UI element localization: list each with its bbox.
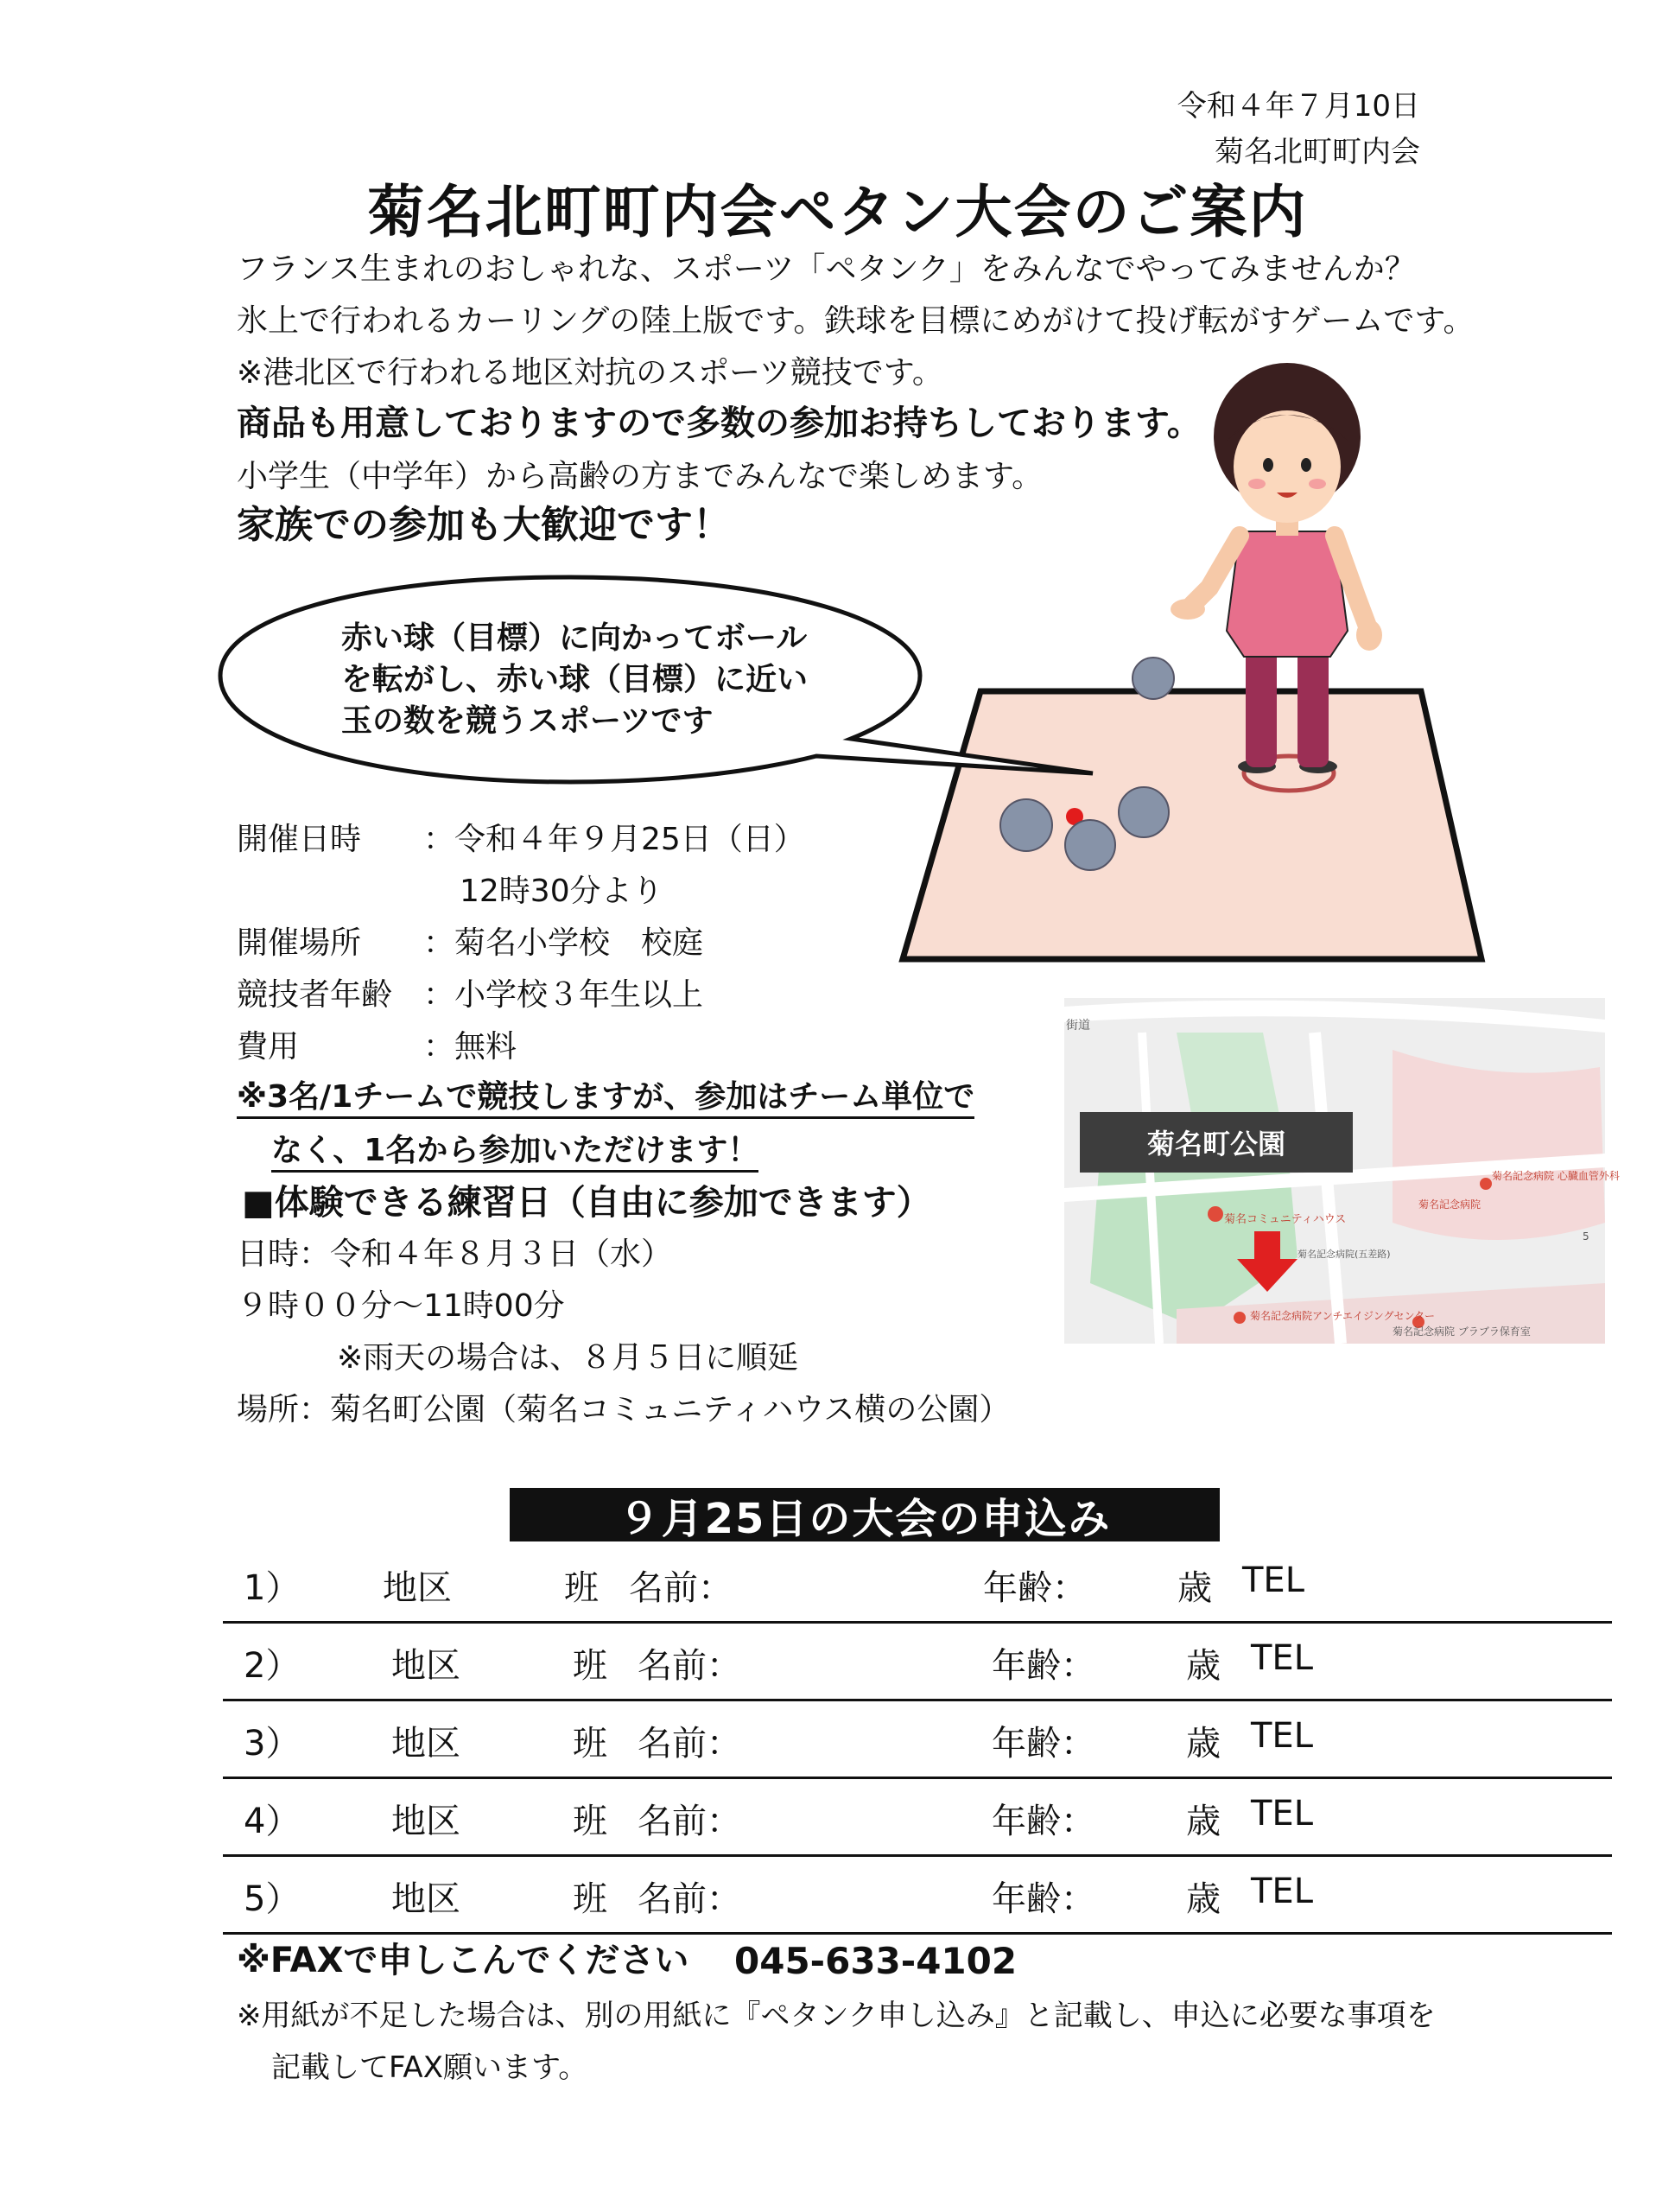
sai-label: 歳 xyxy=(1186,1879,1221,1919)
ball-flying xyxy=(1133,658,1174,699)
intro-line-1: フランス生まれのおしゃれな、スポーツ「ペタンク」をみんなでやってみませんか？ xyxy=(237,251,1416,287)
table-row xyxy=(223,1543,1612,1624)
age-field-label: 年齢： xyxy=(992,1646,1095,1686)
fee-label: 費用 xyxy=(237,1029,300,1065)
map-hospital-2: 菊名記念病院 xyxy=(1418,1198,1481,1211)
row-number: 1） xyxy=(244,1568,301,1608)
fax-instruction: ※FAXで申しこんでください xyxy=(237,1941,689,1980)
row-number: 4） xyxy=(244,1802,301,1841)
row-number: 2） xyxy=(244,1646,301,1686)
map-number: 5 xyxy=(1583,1230,1589,1243)
practice-place: 場所：菊名町公園（菊名コミュニティハウス横の公園） xyxy=(237,1392,1011,1427)
place-value: ：菊名小学校 校庭 xyxy=(423,925,704,961)
table-row xyxy=(223,1699,1612,1779)
practice-heading: ■体験できる練習日（自由に参加できます） xyxy=(242,1183,931,1223)
team-note-1: ※3名/1チームで競技しますが、参加はチーム単位で xyxy=(237,1079,974,1119)
age-field-label: 年齢： xyxy=(992,1802,1095,1841)
ball-3 xyxy=(1119,787,1169,837)
team-note-2: なく、1名から参加いただけます！ xyxy=(271,1133,758,1173)
pin-antiaging xyxy=(1234,1312,1246,1324)
apply-banner: ９月25日の大会の申込み xyxy=(510,1488,1220,1541)
map-community-house: 菊名コミュニティハウス xyxy=(1224,1213,1347,1226)
district-label: 地区 xyxy=(391,1879,460,1919)
map-street: 街道 xyxy=(1066,1019,1090,1033)
age-field-label: 年齢： xyxy=(992,1879,1095,1919)
han-label: 班 xyxy=(573,1724,607,1764)
time-value: 12時30分より xyxy=(460,874,663,909)
age-value: ：小学校３年生以上 xyxy=(423,977,704,1013)
tel-label: TEL xyxy=(1251,1794,1313,1834)
han-label: 班 xyxy=(573,1879,607,1919)
pin-hospital xyxy=(1480,1178,1492,1190)
practice-rain-note: ※雨天の場合は、８月５日に順延 xyxy=(337,1340,799,1376)
sai-label: 歳 xyxy=(1186,1724,1221,1764)
issue-date: 令和４年７月10日 xyxy=(1177,89,1420,124)
han-label: 班 xyxy=(573,1646,607,1686)
tel-label: TEL xyxy=(1251,1872,1313,1911)
map-park-label: 菊名町公園 xyxy=(1080,1112,1353,1173)
han-label: 班 xyxy=(564,1568,599,1608)
page-title: 菊名北町町内会ペタン大会のご案内 xyxy=(367,179,1308,245)
place-label: 開催場所 xyxy=(237,925,362,961)
date-value: ：令和４年９月25日（日） xyxy=(423,822,805,857)
map-nursery: 菊名記念病院 ブラブラ保育室 xyxy=(1393,1325,1531,1338)
intro-line-6: 家族での参加も大歓迎です！ xyxy=(237,503,731,547)
age-label: 競技者年齢 xyxy=(237,977,393,1013)
footer-note-1: ※用紙が不足した場合は、別の用紙に『ペタンク申し込み』と記載し、申込に必要な事項を xyxy=(237,1999,1436,2033)
name-label: 名前： xyxy=(638,1646,741,1686)
map-road: 菊名記念病院(五差路) xyxy=(1297,1249,1391,1260)
district-label: 地区 xyxy=(391,1646,460,1686)
ball-2 xyxy=(1065,820,1115,870)
issuer-org: 菊名北町町内会 xyxy=(1215,135,1420,169)
date-label: 開催日時 xyxy=(237,822,362,857)
row-number: 3） xyxy=(244,1724,301,1764)
court-shape xyxy=(903,691,1481,959)
tel-label: TEL xyxy=(1251,1638,1313,1678)
pin-community-house xyxy=(1208,1206,1223,1222)
map-antiaging: 菊名記念病院アンチエイジングセンター xyxy=(1250,1310,1436,1322)
table-row xyxy=(223,1777,1612,1857)
practice-date: 日時：令和４年８月３日（水） xyxy=(237,1236,673,1272)
table-row xyxy=(223,1854,1612,1935)
age-field-label: 年齢： xyxy=(992,1724,1095,1764)
han-label: 班 xyxy=(573,1802,607,1841)
petanque-illustration xyxy=(898,372,1503,976)
tel-label: TEL xyxy=(1242,1560,1304,1600)
name-label: 名前： xyxy=(638,1879,741,1919)
name-label: 名前： xyxy=(629,1568,733,1608)
name-label: 名前： xyxy=(638,1802,741,1841)
table-row xyxy=(223,1621,1612,1701)
fee-value: ：無料 xyxy=(423,1029,517,1065)
district-label: 地区 xyxy=(391,1802,460,1841)
district-label: 地区 xyxy=(391,1724,460,1764)
age-field-label: 年齢： xyxy=(983,1568,1087,1608)
practice-time: ９時００分～11時00分 xyxy=(237,1288,565,1324)
sai-label: 歳 xyxy=(1186,1646,1221,1686)
arrow-shaft xyxy=(1254,1231,1280,1259)
ball-1 xyxy=(1000,799,1052,851)
intro-line-2: 氷上で行われるカーリングの陸上版です。鉄球を目標にめがけて投げ転がすゲームです。 xyxy=(237,303,1475,339)
row-number: 5） xyxy=(244,1879,301,1919)
sai-label: 歳 xyxy=(1186,1802,1221,1841)
tel-label: TEL xyxy=(1251,1716,1313,1756)
sai-label: 歳 xyxy=(1177,1568,1212,1608)
name-label: 名前： xyxy=(638,1724,741,1764)
map-hospital-1: 菊名記念病院 心臓血管外科 xyxy=(1492,1170,1620,1182)
intro-line-4: 商品も用意しておりますので多数の参加お持ちしております。 xyxy=(237,404,1202,443)
intro-line-3: ※港北区で行われる地区対抗のスポーツ競技です。 xyxy=(237,355,943,391)
fax-number: 045-633-4102 xyxy=(734,1940,1018,1982)
footer-note-2: 記載してFAX願います。 xyxy=(271,2050,588,2085)
district-label: 地区 xyxy=(383,1568,452,1608)
bubble-text: 赤い球（目標）に向かってボールを転がし、赤い球（目標）に近い玉の数を競うスポーツです xyxy=(341,620,809,739)
intro-line-5: 小学生（中学年）から高齢の方までみんなで楽しめます。 xyxy=(237,459,1044,494)
